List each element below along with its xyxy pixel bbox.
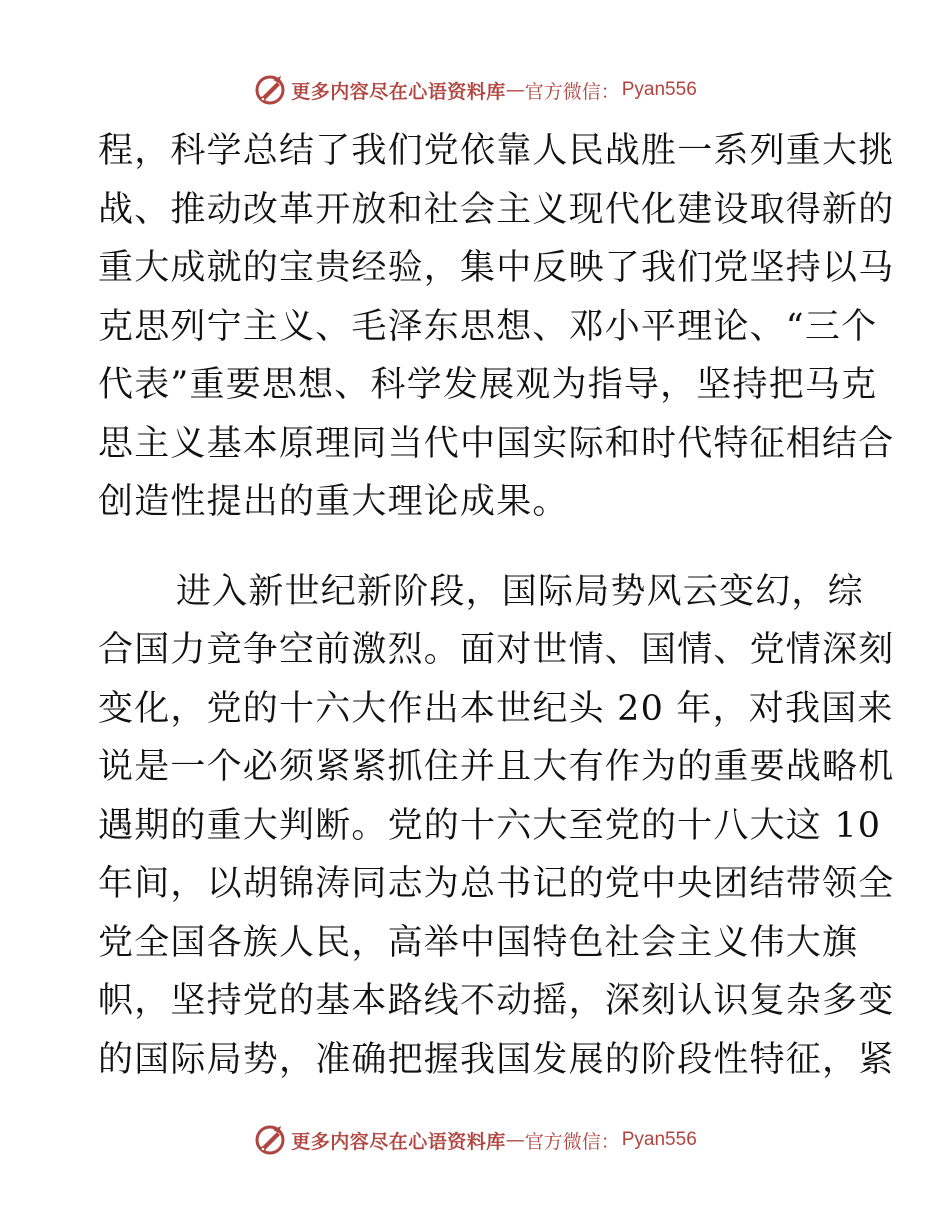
footer-separator: — bbox=[505, 1129, 525, 1151]
footer-wechat-label: 官方微信： bbox=[524, 1130, 620, 1153]
text-line: 程，科学总结了我们党依靠人民战胜一系列重大挑 bbox=[98, 131, 895, 171]
text-line: 合国力竞争空前激烈。面对世情、国情、党情深刻 bbox=[98, 630, 895, 670]
paragraph-1 bbox=[98, 122, 895, 532]
footer-banner bbox=[0, 1120, 950, 1160]
text-line: 重大成就的宝贵经验，集中反映了我们党坚持以马 bbox=[98, 248, 895, 288]
header-banner bbox=[0, 70, 950, 110]
header-wechat-id: Pyan556 bbox=[621, 79, 697, 100]
text-line: 的国际局势，准确把握我国发展的阶段性特征，紧 bbox=[98, 1039, 895, 1080]
header-wechat-label: 官方微信： bbox=[524, 80, 620, 103]
quill-pen-logo-icon bbox=[253, 1123, 287, 1157]
paragraph-gap bbox=[98, 532, 858, 563]
text-line: 变化，党的十六大作出本世纪头 20 年，对我国来 bbox=[98, 688, 894, 729]
text-line: 创造性提出的重大理论成果。 bbox=[98, 482, 569, 522]
text-line: 年间，以胡锦涛同志为总书记的党中央团结带领全 bbox=[98, 864, 895, 904]
paragraph-2 bbox=[98, 563, 895, 1090]
text-line: 党全国各族人民，高举中国特色社会主义伟大旗 bbox=[98, 922, 859, 963]
text-line: 帜，坚持党的基本路线不动摇，深刻认识复杂多变 bbox=[98, 981, 895, 1021]
text-line: 克思列宁主义、毛泽东思想、邓小平理论、“三个 bbox=[98, 306, 878, 347]
text-line: 思主义基本原理同当代中国实际和时代特征相结合 bbox=[98, 423, 895, 464]
footer-wechat-id: Pyan556 bbox=[621, 1129, 697, 1150]
text-line: 战、推动改革开放和社会主义现代化建设取得新的 bbox=[98, 189, 895, 230]
header-brand-text: 更多内容尽在心语资料库 bbox=[291, 80, 506, 103]
text-line: 代表”重要思想、科学发展观为指导，坚持把马克 bbox=[98, 365, 878, 405]
text-line: 说是一个必须紧紧抓住并且大有作为的重要战略机 bbox=[98, 747, 895, 787]
text-line: 遇期的重大判断。党的十六大至党的十八大这 10 bbox=[98, 805, 882, 846]
text-line: 进入新世纪新阶段，国际局势风云变幻，综 bbox=[176, 571, 864, 612]
header-separator: — bbox=[505, 79, 525, 101]
document-body bbox=[98, 122, 895, 1089]
footer-brand-text: 更多内容尽在心语资料库 bbox=[291, 1130, 506, 1153]
quill-pen-logo-icon bbox=[253, 73, 287, 107]
